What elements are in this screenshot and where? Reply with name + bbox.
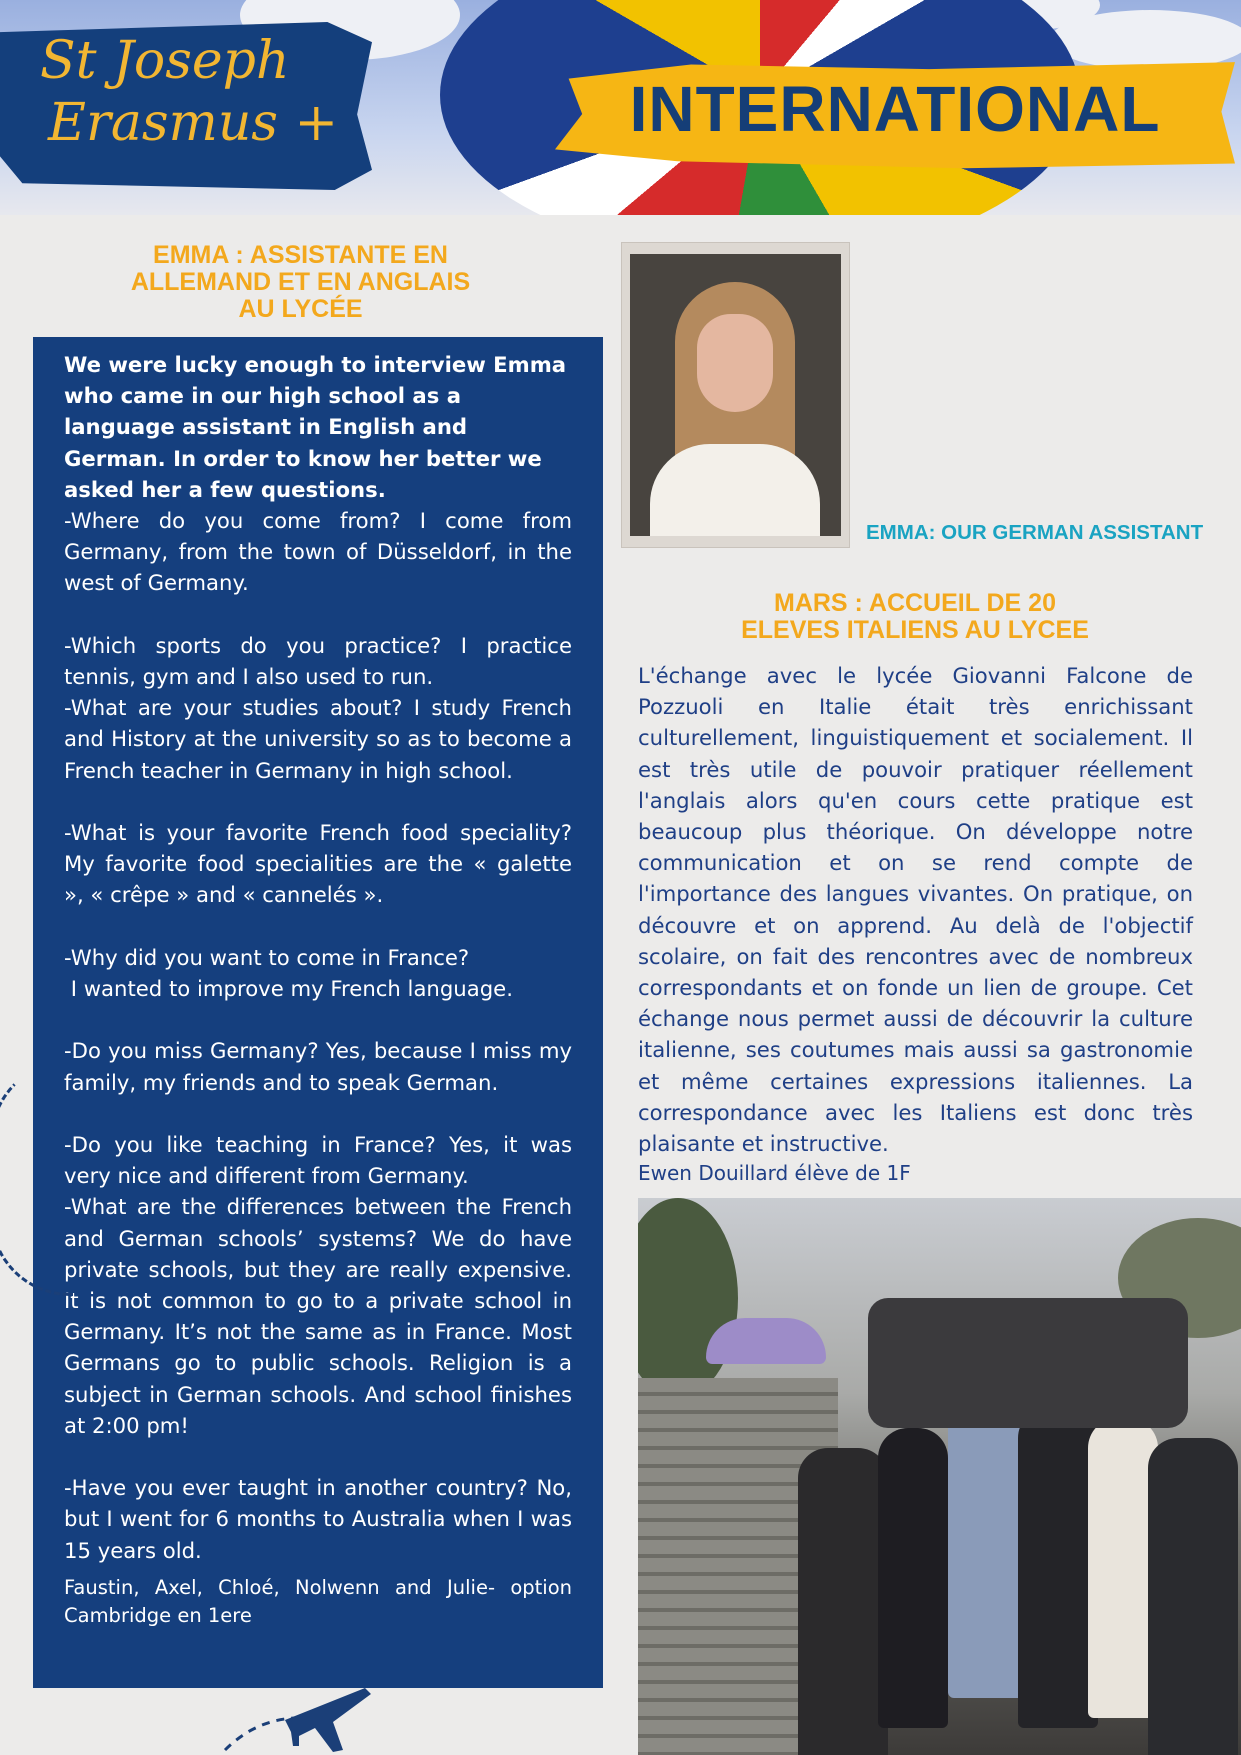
dashed-path-decoration <box>0 1060 73 1296</box>
interview-qa: I wanted to improve my French language. <box>64 976 513 1002</box>
heading-line: ELEVES ITALIENS AU LYCEE <box>741 616 1089 644</box>
page-title: INTERNATIONAL <box>629 73 1161 145</box>
interview-qa: -Which sports do you practice? I practice tennis, gym and I also used to run. <box>64 632 572 690</box>
interview-text <box>64 349 572 1630</box>
logo-line-2: Erasmus + <box>48 93 339 153</box>
interview-qa: -Why did you want to come in France? <box>64 944 470 970</box>
airplane-icon <box>215 1680 375 1755</box>
photo-caption: EMMA: OUR GERMAN ASSISTANT <box>866 521 1204 544</box>
group-photo <box>638 1198 1241 1755</box>
heading-line: EMMA : ASSISTANTE EN <box>153 241 448 269</box>
header-banner <box>0 0 1241 215</box>
heading-line: AU LYCÉE <box>238 295 363 323</box>
interview-credit: Faustin, Axel, Chloé, Nolwenn and Julie- option Cambridge en 1ere <box>64 1575 572 1627</box>
heading-line: ALLEMAND ET EN ANGLAIS <box>130 268 471 296</box>
article-author: Ewen Douillard élève de 1F <box>638 1161 911 1185</box>
emma-photo <box>621 242 850 548</box>
article-body: L'échange avec le lycée Giovanni Falcone de Pozzuoli en Italie était très enrichissant culturellement, linguistiquement et socialement. Il est très utile de pouvoir pratiquer réellement l'anglais alors qu'en cours cette pratique est beaucoup plus théorique. On développe notre communication et on se rend compte de l'importance des langues vivantes. On pratique, on découvre et on apprend. Au delà de l'objectif scolaire, on fait des rencontres avec de nombreux correspondants et on fonde un lien de groupe. Cet échange nous permet aussi de découvrir la culture italienne, ses coutumes mais aussi sa gastronomie et même certaines expressions italiennes. La correspondance avec les Italiens est donc très plaisante et instructive. <box>638 663 1193 1157</box>
logo-line-1: St Joseph <box>40 31 290 91</box>
interview-qa: -What is your favorite French food speciality? My favorite food specialities are the « galette », « crêpe » and « cannelés ». <box>64 820 572 908</box>
heading-line: MARS : ACCUEIL DE 20 <box>774 589 1056 617</box>
exchange-article <box>638 660 1193 1159</box>
erasmus-logo <box>40 30 338 154</box>
interview-heading <box>33 242 568 323</box>
interview-qa: -Where do you come from? I come from Germany, from the town of Düsseldorf, in the west of Germany. <box>64 508 572 596</box>
interview-qa: -What are the differences between the French and German schools’ systems? We do have private schools, but they are really expensive. It is not common to go to a private school in Germany. It’s not the same as in France. Most Germans go to public schools. Religion is a subject in German schools. And school finishes at 2:00 pm! <box>64 1194 572 1438</box>
interview-qa: -Do you miss Germany? Yes, because I miss my family, my friends and to speak German. <box>64 1038 572 1095</box>
interview-qa: -What are your studies about? I study French and History at the university so as to become a French teacher in Germany in high school. <box>64 695 572 783</box>
interview-intro: We were lucky enough to interview Emma who came in our high school as a language assistant in English and German. In order to know her better we asked her a few questions. <box>64 352 567 502</box>
interview-panel <box>33 337 603 1688</box>
interview-qa: -Do you like teaching in France? Yes, it was very nice and different from Germany. <box>64 1132 572 1189</box>
interview-qa: -Have you ever taught in another country? No, but I went for 6 months to Australia when I was 15 years old. <box>64 1475 572 1563</box>
exchange-heading <box>660 590 1170 644</box>
